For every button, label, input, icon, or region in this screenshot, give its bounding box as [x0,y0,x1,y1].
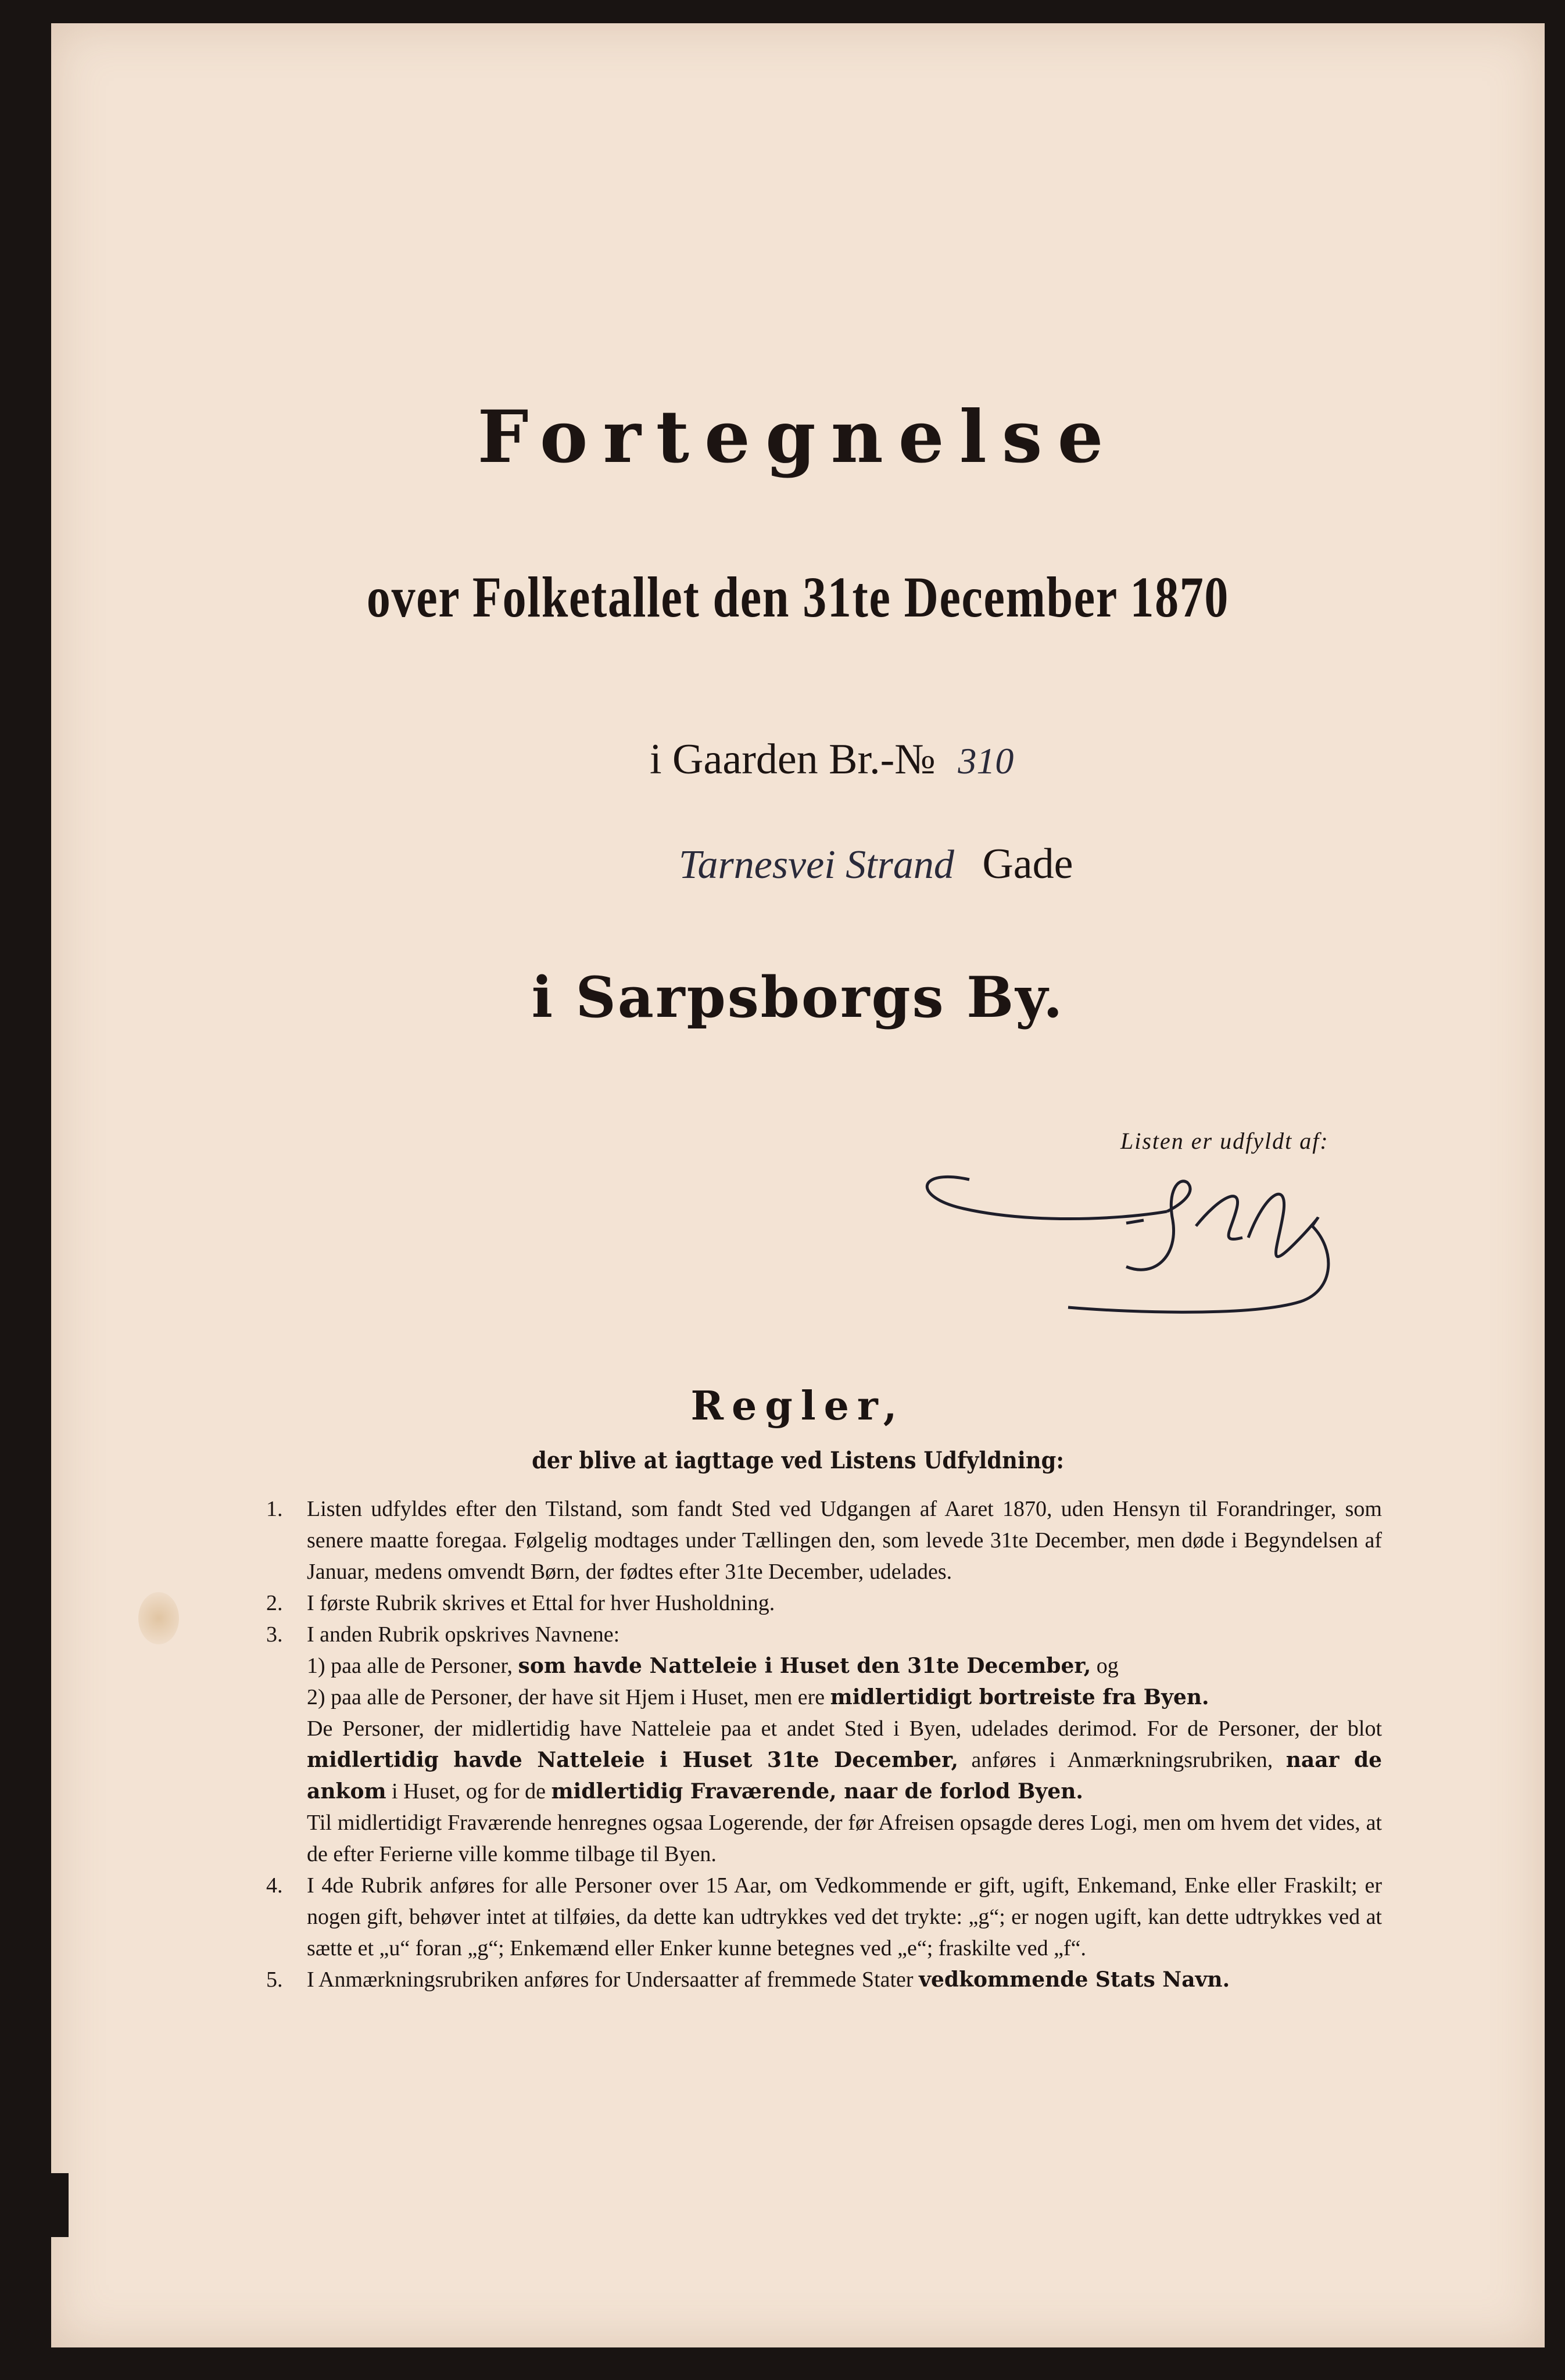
rule-emphasis: vedkommende Stats Navn. [919,1967,1230,1992]
street-line [679,840,1073,889]
rule-3-item-2 [266,1682,1382,1713]
signature-image [894,1156,1359,1331]
filled-by-label: Listen er udfyldt af: [1120,1128,1329,1154]
rule-number: 2. [266,1591,283,1615]
rule-number: 1. [266,1497,283,1521]
rule-text: 2) paa alle de Personer, der have sit Hjem i Huset, men ere [307,1685,825,1709]
town-name: i Sarpsborgs By. [531,965,1065,1030]
farm-number-label: i Gaarden Br.-№ [650,736,936,783]
rule-4 [266,1870,1382,1964]
rule-text: i Huset, og for de [392,1779,546,1804]
farm-number-line [650,735,1014,784]
paper-stain [138,1592,179,1644]
rule-text: Listen udfyldes efter den Tilstand, som fandt Sted ved Udgangen af Aaret 1870, uden Hensyn til Forandringer, som senere maatte foregaa. Følgelig modtages under Tællingen den, som levede 31te December, men døde i Begyndelsen af Januar, medens omvendt Børn, der fødtes efter 31te December, udelades. [307,1497,1382,1584]
rule-text: I Anmærkningsrubriken anføres for Undersaatter af fremmede Stater [307,1967,914,1992]
paper-notch [51,2173,69,2237]
rule-3 [266,1619,1382,1650]
rule-text: I 4de Rubrik anføres for alle Personer over 15 Aar, om Vedkommende er gift, ugift, Enkemand, Enke eller Fraskilt; er nogen gift, behøver intet at tilføies, da dette kan udtrykkes ved det trykte: „g“; er nogen ugift, kan dette udtrykkes ved at sætte et „u“ foran „g“; Enkemænd eller Enker kunne betegnes ved „e“; fraskilte ved „f“. [307,1873,1382,1960]
rule-text: De Personer, der midlertidig have Natteleie paa et andet Sted i Byen, udelades derimod. For de Personer, der blot [307,1716,1382,1741]
rule-5 [266,1964,1382,1995]
street-suffix: Gade [982,840,1073,888]
form-title: Fortegnelse [477,395,1119,479]
rule-emphasis: naar de ankom [307,1748,1383,1804]
rule-emphasis: midlertidigt bortreiste fra Byen. [830,1685,1209,1709]
rule-3-paragraph-1 [266,1713,1382,1807]
farm-number-value: 310 [958,740,1014,782]
rule-text: I første Rubrik skrives et Ettal for hver Husholdning. [307,1591,775,1615]
rules-subheading: der blive at iagttage ved Listens Udfyldning: [532,1447,1064,1474]
rule-text: I anden Rubrik opskrives Navnene: [307,1622,620,1647]
rule-1 [266,1493,1382,1587]
rule-number: 5. [266,1967,283,1992]
rule-text: anføres i Anmærkningsrubriken, [971,1748,1273,1772]
form-subtitle: over Folketallet den 31te December 1870 [366,565,1230,629]
rule-text: og [1096,1654,1119,1678]
rule-3-paragraph-2: Til midlertidigt Fraværende henregnes ogsaa Logerende, der før Afreisen opsagde deres Logi, men om hvem det vides, at de efter Ferierne ville komme tilbage til Byen. [307,1811,1382,1866]
rule-emphasis: midlertidig Fraværende, naar de forlod Byen. [551,1779,1083,1804]
rules-list [266,1493,1382,1995]
census-form-page [51,23,1545,2347]
rule-emphasis: som havde Natteleie i Huset den 31te December, [518,1654,1091,1678]
rule-text: 1) paa alle de Personer, [307,1654,513,1678]
rule-number: 4. [266,1873,283,1898]
rule-text [307,1964,1382,1995]
rule-number: 3. [266,1622,283,1647]
rule-3-item-1 [266,1650,1382,1682]
rule-2 [266,1587,1382,1619]
rule-emphasis: midlertidig havde Natteleie i Huset 31te December, [307,1748,959,1772]
street-name-handwritten: Tarnesvei Strand [679,843,954,887]
rules-heading: Regler, [690,1383,905,1429]
